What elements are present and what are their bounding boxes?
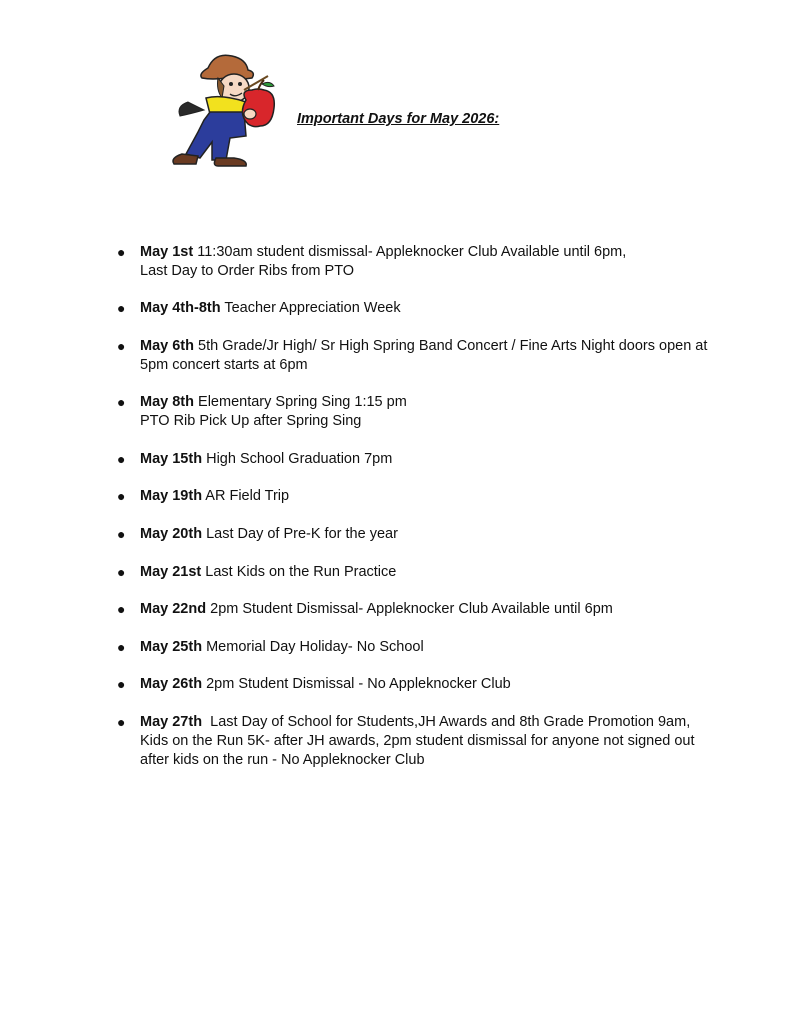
event-date: May 22nd bbox=[140, 601, 207, 617]
bullet-icon: ● bbox=[117, 338, 126, 354]
bullet-icon: ● bbox=[117, 676, 126, 692]
event-date: May 20th bbox=[140, 526, 203, 542]
event-description: 2pm Student Dismissal- Appleknocker Club Available until 6pm bbox=[210, 601, 613, 617]
event-description: Teacher Appreciation Week bbox=[224, 300, 401, 316]
event-description: 11:30am student dismissal- Appleknocker Club Available until 6pm, bbox=[197, 244, 627, 260]
event-date: May 25th bbox=[140, 639, 203, 655]
bullet-icon: ● bbox=[117, 714, 126, 730]
event-date: May 26th bbox=[140, 676, 203, 692]
bullet-icon: ● bbox=[117, 488, 126, 504]
event-description: after kids on the run - No Appleknocker Club bbox=[140, 752, 425, 768]
event-description: 2pm Student Dismissal - No Appleknocker Club bbox=[206, 676, 511, 692]
bullet-icon: ● bbox=[117, 639, 126, 655]
event-description: Memorial Day Holiday- No School bbox=[206, 639, 424, 655]
event-description: Kids on the Run 5K- after JH awards, 2pm student dismissal for anyone not signed out bbox=[140, 733, 695, 749]
event-description: 5th Grade/Jr High/ Sr High Spring Band Concert / Fine Arts Night doors open at bbox=[198, 338, 708, 354]
event-date: May 21st bbox=[140, 564, 202, 580]
event-date: May 1st bbox=[140, 244, 194, 260]
event-description: Last Day of School for Students,JH Awards and 8th Grade Promotion 9am, bbox=[210, 714, 691, 730]
event-description: Last Day of Pre-K for the year bbox=[206, 526, 398, 542]
event-description: Last Kids on the Run Practice bbox=[205, 564, 397, 580]
page-title: Important Days for May 2026: bbox=[297, 111, 500, 127]
event-description: Last Day to Order Ribs from PTO bbox=[140, 263, 355, 279]
bullet-icon: ● bbox=[117, 526, 126, 542]
event-date: May 15th bbox=[140, 451, 203, 467]
bullet-icon: ● bbox=[117, 601, 126, 617]
event-description: 5pm concert starts at 6pm bbox=[140, 357, 308, 373]
event-description: PTO Rib Pick Up after Spring Sing bbox=[140, 413, 362, 429]
event-date: May 19th bbox=[140, 488, 203, 504]
event-date: May 27th bbox=[140, 714, 203, 730]
event-date: May 6th bbox=[140, 338, 194, 354]
event-date: May 4th-8th bbox=[140, 300, 221, 316]
event-description: AR Field Trip bbox=[205, 488, 290, 504]
event-date: May 8th bbox=[140, 394, 194, 410]
bullet-icon: ● bbox=[117, 394, 126, 410]
event-description: High School Graduation 7pm bbox=[206, 451, 393, 467]
bullet-icon: ● bbox=[117, 451, 126, 467]
bullet-icon: ● bbox=[117, 244, 126, 260]
bullet-icon: ● bbox=[117, 564, 126, 580]
bullet-icon: ● bbox=[117, 300, 126, 316]
event-description: Elementary Spring Sing 1:15 pm bbox=[198, 394, 407, 410]
